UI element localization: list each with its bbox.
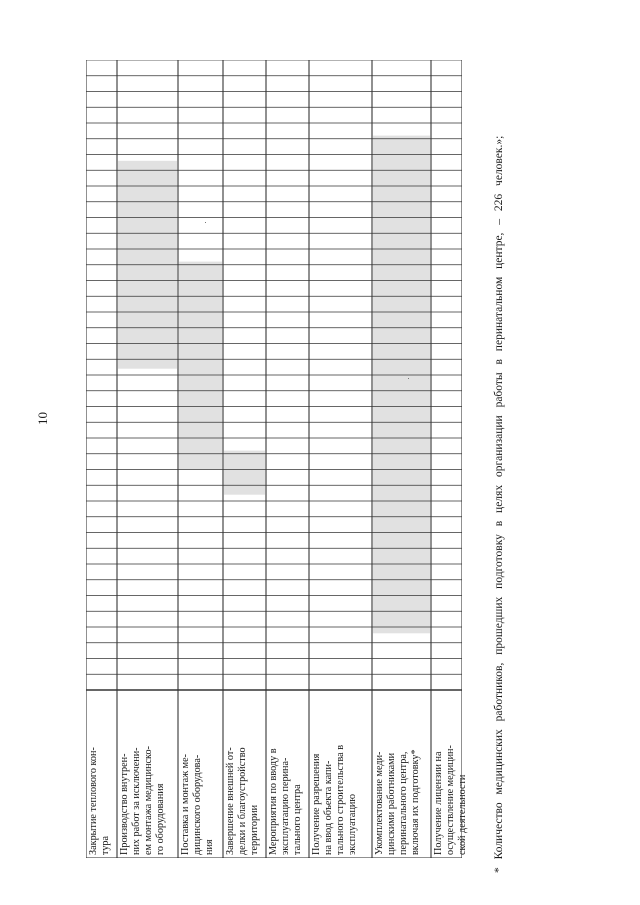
gantt-bar bbox=[373, 136, 430, 634]
task-label: Получение лицензии на осуществление медицин- ской деятельности bbox=[433, 745, 468, 855]
scan-speck bbox=[205, 222, 206, 223]
task-label: Закрытие теплового кон- тура bbox=[88, 747, 111, 855]
schedule-table bbox=[86, 60, 468, 858]
page-number: 10 bbox=[35, 412, 50, 425]
task-label: Производство внутрен- них работ за исключени- ем монтажа медицинско- го оборудования bbox=[119, 746, 166, 855]
footnote: * Количество медицинских работников, прошедших подготовку в целях организации работы в перинатальном центре, – 226 человек.»; bbox=[493, 135, 505, 873]
task-label: Получение разрешения на ввод объекта капи- тального строительства в эксплуатацию bbox=[311, 745, 358, 855]
task-label: Укомплектование меди- цинскими работниками перинатального центра, включая их подготовку* bbox=[374, 749, 421, 855]
task-label: Поставка и монтаж ме- дицинского оборудова- ния bbox=[180, 753, 215, 855]
task-label: Мероприятия по вводу в эксплуатацию перина- тального центра bbox=[268, 748, 303, 855]
gantt-bar bbox=[224, 451, 265, 495]
scan-speck bbox=[408, 378, 409, 379]
task-label: Завершение внешней от- делки и благоустройство территории bbox=[225, 747, 260, 855]
